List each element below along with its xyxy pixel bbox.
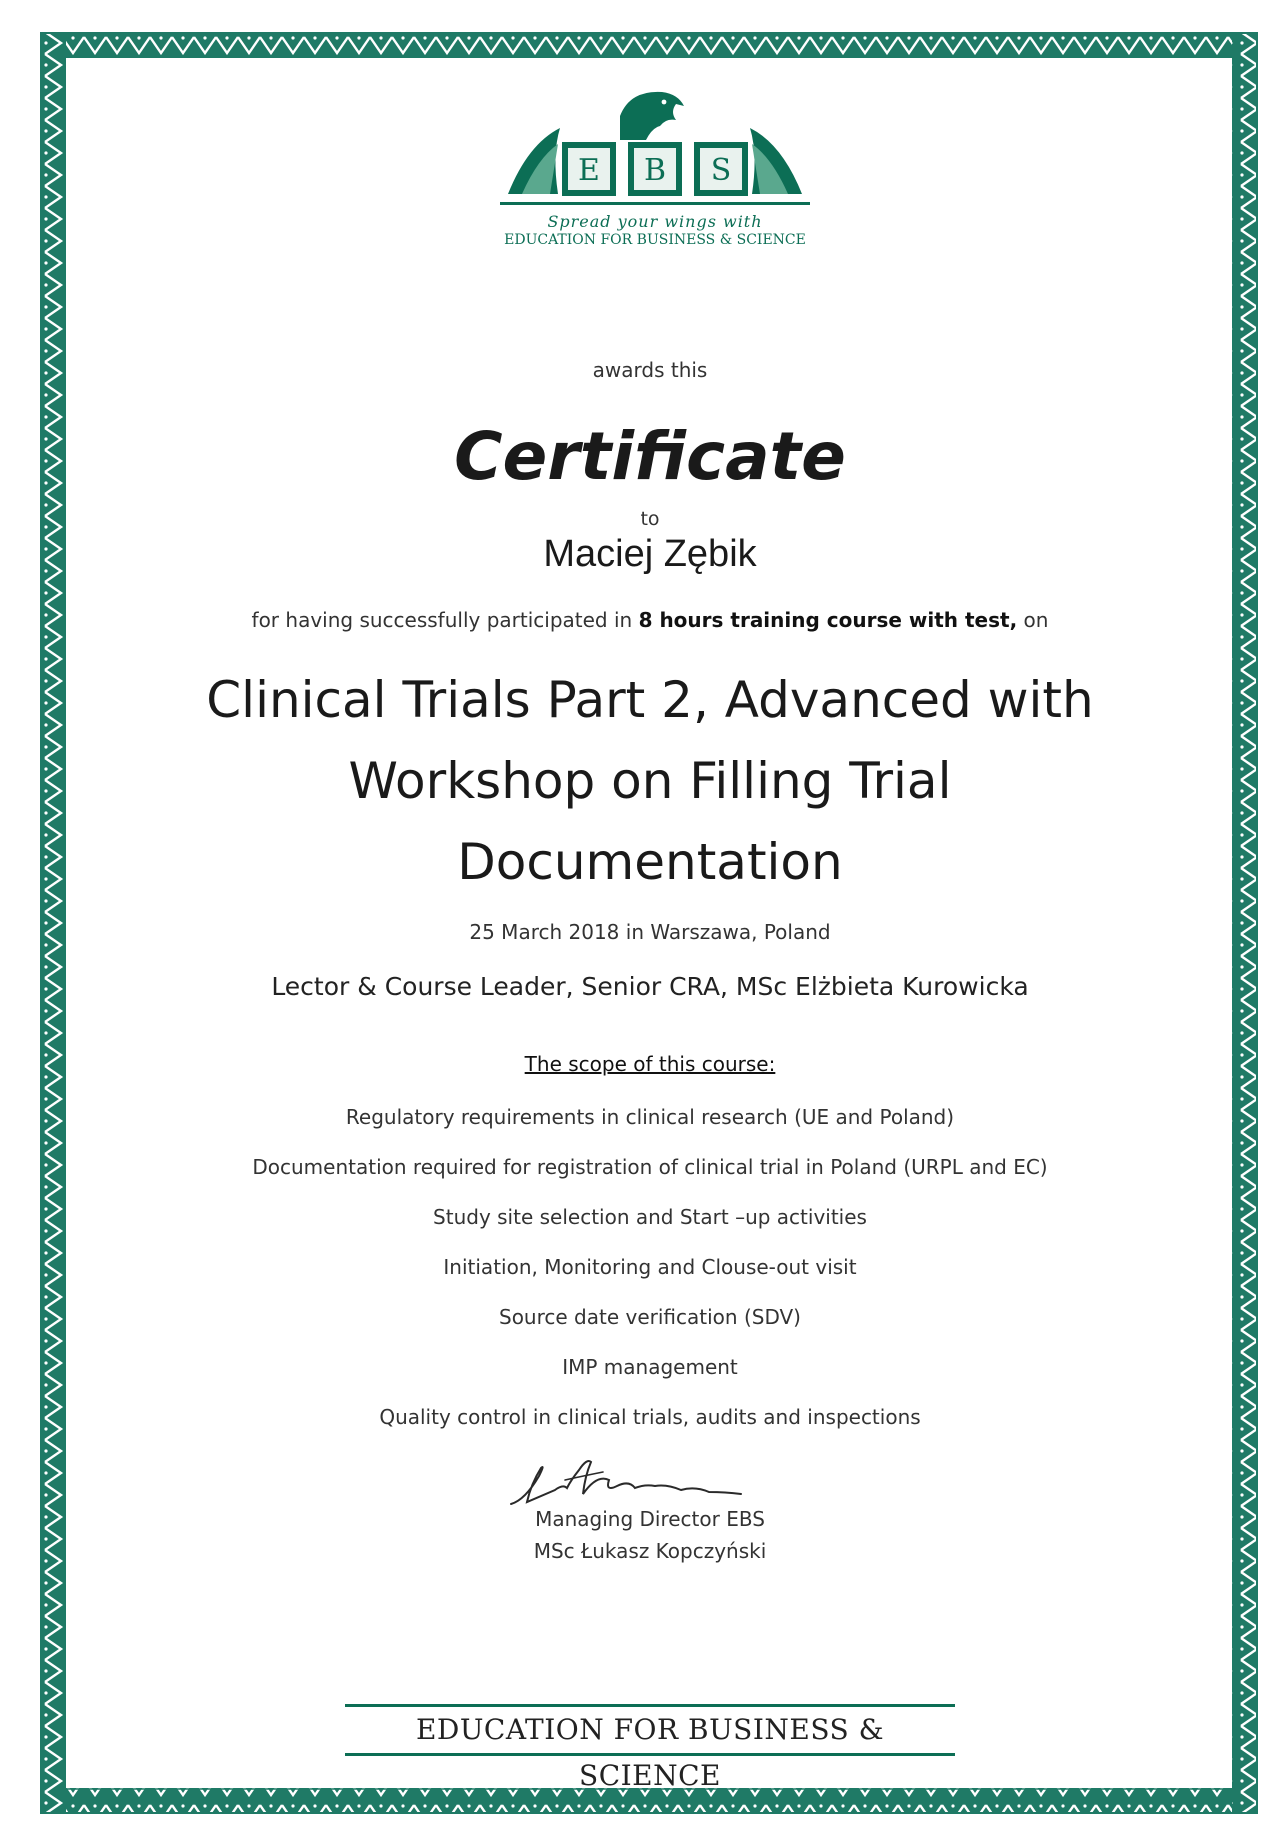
- scope-list: [100, 1100, 1200, 1450]
- director-role: Managing Director EBS: [535, 1507, 765, 1531]
- recipient-name: Maciej Zębik: [543, 533, 757, 575]
- director-name: MSc Łukasz Kopczyński: [533, 1539, 767, 1563]
- ebs-logo: [500, 84, 830, 254]
- logo-tagline: Spread your wings with: [547, 212, 763, 231]
- director-block: [100, 1503, 1200, 1567]
- course-title-line: Workshop on Filling Trial: [348, 752, 952, 810]
- scope-item: Regulatory requirements in clinical research (UE and Poland): [345, 1105, 955, 1129]
- footer-banner: [345, 1704, 955, 1792]
- course-title-line: Clinical Trials Part 2, Advanced with: [206, 671, 1094, 729]
- awards-text: awards this: [592, 358, 708, 382]
- to-text: to: [640, 508, 660, 530]
- footer-org-name: EDUCATION FOR BUSINESS & SCIENCE: [415, 1713, 885, 1792]
- scope-item: Initiation, Monitoring and Clouse-out visit: [443, 1255, 857, 1279]
- eagle-icon: [500, 84, 810, 214]
- date-place: 25 March 2018 in Warszawa, Poland: [469, 920, 831, 944]
- scope-item: Source date verification (SDV): [499, 1305, 801, 1329]
- course-title: [190, 660, 1110, 903]
- scope-item: IMP management: [562, 1355, 738, 1379]
- scope-item: Study site selection and Start –up activities: [433, 1205, 867, 1229]
- logo-org-name: EDUCATION FOR BUSINESS & SCIENCE: [504, 232, 806, 248]
- scope-item: Quality control in clinical trials, audits and inspections: [379, 1405, 921, 1429]
- scope-heading: The scope of this course:: [524, 1052, 776, 1076]
- logo-letter-s: S: [710, 153, 732, 188]
- course-title-line: Documentation: [457, 833, 843, 891]
- scope-item: Documentation required for registration of clinical trial in Poland (URPL and EC): [252, 1155, 1048, 1179]
- logo-letter-e: E: [578, 153, 600, 188]
- participation-before: for having successfully participated in: [251, 608, 639, 632]
- lector-line: Lector & Course Leader, Senior CRA, MSc Elżbieta Kurowicka: [271, 972, 1029, 1001]
- participation-statement: [100, 608, 1200, 632]
- participation-after: on: [1017, 608, 1049, 632]
- participation-hours: 8 hours training course with test,: [638, 608, 1018, 632]
- logo-letter-b: B: [643, 153, 667, 188]
- certificate-title: Certificate: [454, 418, 846, 495]
